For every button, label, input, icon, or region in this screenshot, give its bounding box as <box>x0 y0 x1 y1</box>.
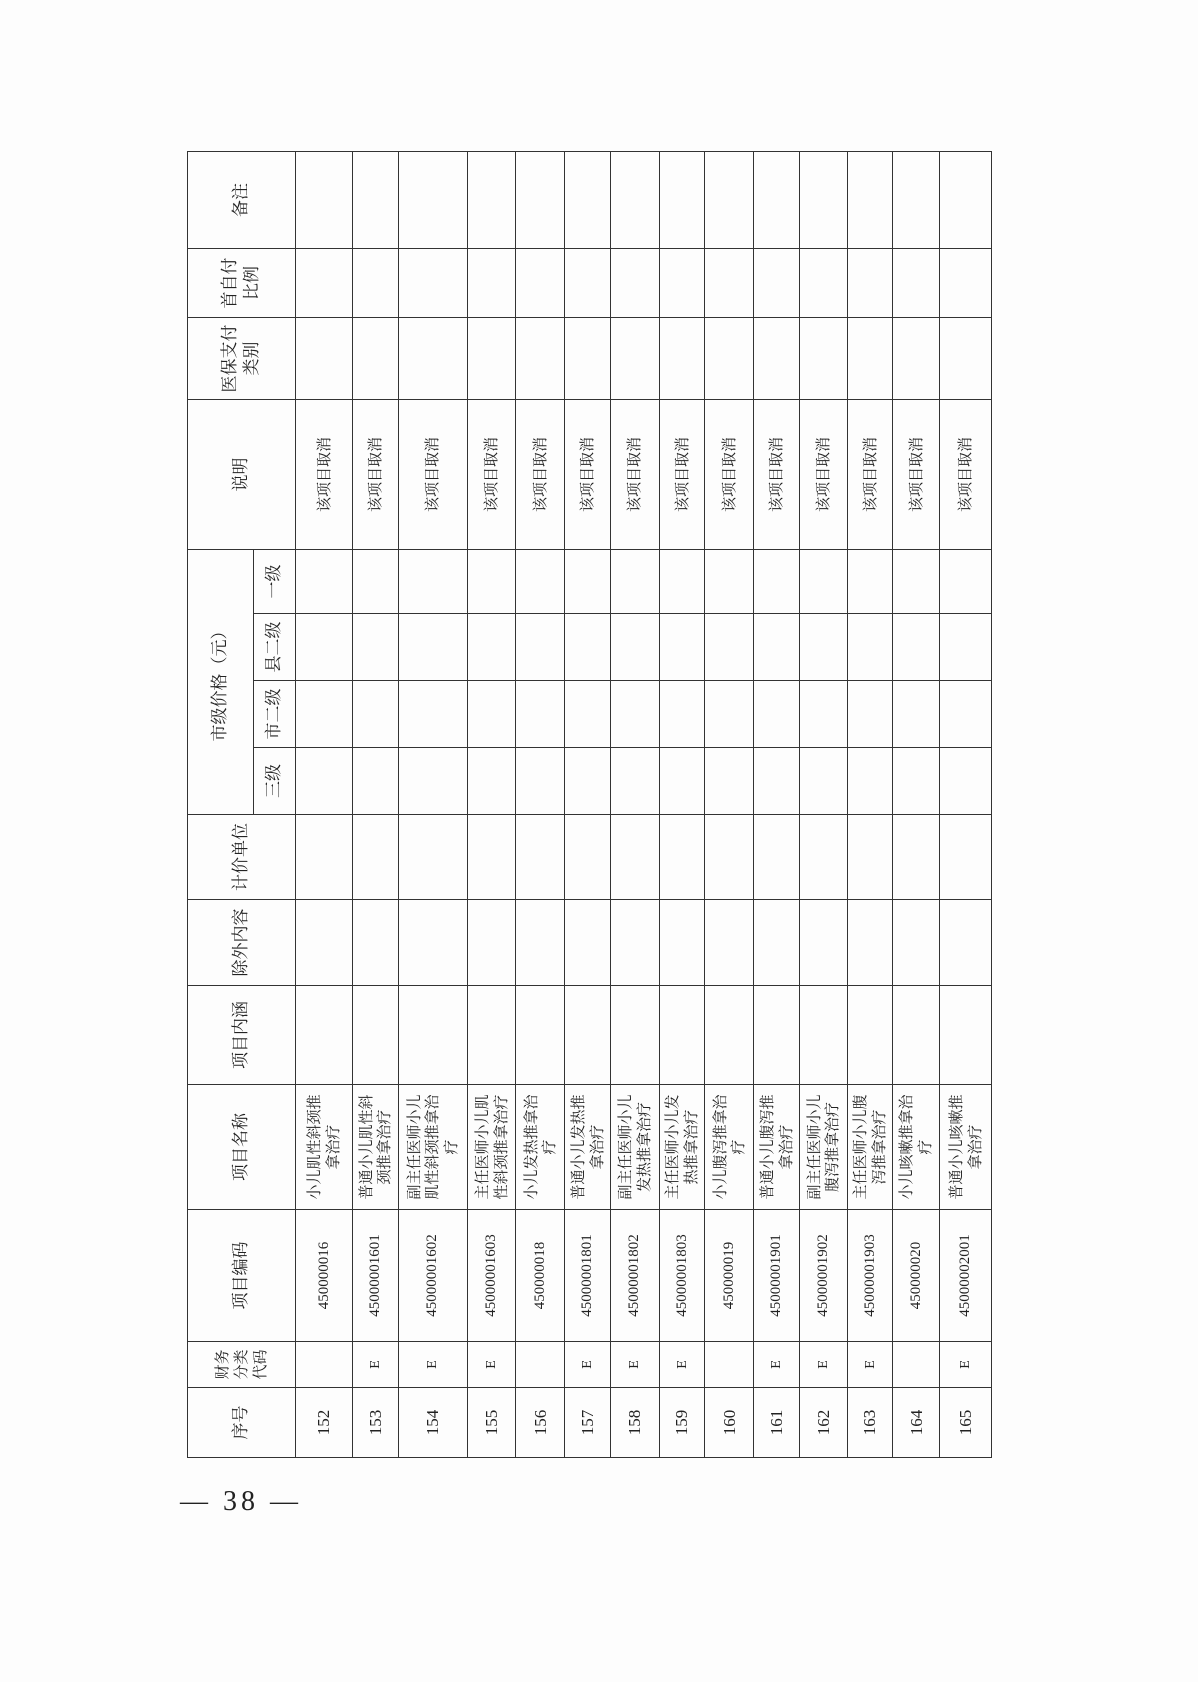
rows-category: E <box>754 1342 800 1388</box>
rows-category: E <box>398 1342 467 1388</box>
header-exclusion: 除外内容 <box>188 900 296 986</box>
rows-content <box>296 986 353 1085</box>
rows-seq: 155 <box>467 1388 516 1458</box>
rows-description: 该项目取消 <box>467 400 516 550</box>
table-row <box>754 152 800 1458</box>
rows-exclusion <box>467 900 516 986</box>
rows-remarks <box>659 152 705 249</box>
rows-price-1 <box>659 550 705 614</box>
rows-name: 普通小儿肌性斜颈推拿治疗 <box>352 1085 398 1210</box>
rows-price-county2 <box>352 614 398 681</box>
rows-exclusion <box>352 900 398 986</box>
rows-price-3 <box>398 748 467 815</box>
rows-unit <box>754 815 800 900</box>
rows-code: 45000001901 <box>754 1210 800 1342</box>
rows-description: 该项目取消 <box>847 400 893 550</box>
rows-price-county2 <box>610 614 659 681</box>
rows-unit <box>893 815 940 900</box>
rows-name: 副主任医师小儿腹泻推拿治疗 <box>799 1085 847 1210</box>
rows-insurance <box>398 318 467 400</box>
rows-name: 小儿咳嗽推拿治疗 <box>893 1085 940 1210</box>
rows-description: 该项目取消 <box>296 400 353 550</box>
rows-exclusion <box>398 900 467 986</box>
header-self-pay: 首自付比例 <box>188 249 296 318</box>
rows-content <box>940 986 992 1085</box>
header-price-level-county2: 县二级 <box>254 614 296 681</box>
header-content: 项目内涵 <box>188 986 296 1085</box>
header-code: 项目编码 <box>188 1210 296 1342</box>
rows-price-3 <box>659 748 705 815</box>
rows-insurance <box>847 318 893 400</box>
rows-self-pay <box>893 249 940 318</box>
rows-insurance <box>940 318 992 400</box>
rows-remarks <box>799 152 847 249</box>
rows-price-county2 <box>516 614 565 681</box>
table-row <box>296 152 353 1458</box>
rows-price-3 <box>296 748 353 815</box>
rows-seq: 165 <box>940 1388 992 1458</box>
rows-content <box>610 986 659 1085</box>
rows-description: 该项目取消 <box>516 400 565 550</box>
rows-code: 450000020 <box>893 1210 940 1342</box>
table-row <box>610 152 659 1458</box>
rows-insurance <box>516 318 565 400</box>
rows-price-1 <box>516 550 565 614</box>
rows-price-1 <box>352 550 398 614</box>
rows-insurance <box>565 318 611 400</box>
rows-exclusion <box>659 900 705 986</box>
rows-code: 45000001802 <box>610 1210 659 1342</box>
header-name: 项目名称 <box>188 1085 296 1210</box>
rows-unit <box>516 815 565 900</box>
rows-price-county2 <box>847 614 893 681</box>
table-row <box>467 152 516 1458</box>
rows-price-city2 <box>659 681 705 748</box>
rows-seq: 152 <box>296 1388 353 1458</box>
rows-price-3 <box>467 748 516 815</box>
rows-name: 主任医师小儿肌性斜颈推拿治疗 <box>467 1085 516 1210</box>
rows-insurance <box>467 318 516 400</box>
rows-description: 该项目取消 <box>754 400 800 550</box>
rows-unit <box>565 815 611 900</box>
rows-price-city2 <box>893 681 940 748</box>
rows-insurance <box>296 318 353 400</box>
rows-price-county2 <box>467 614 516 681</box>
header-insurance: 医保支付类别 <box>188 318 296 400</box>
table-row <box>398 152 467 1458</box>
header-price-level-1: 一级 <box>254 550 296 614</box>
page-number: — 38 — <box>180 1486 302 1517</box>
rows-price-county2 <box>754 614 800 681</box>
rows-remarks <box>565 152 611 249</box>
rows-exclusion <box>893 900 940 986</box>
rows-insurance <box>705 318 754 400</box>
rows-price-3 <box>565 748 611 815</box>
rows-content <box>398 986 467 1085</box>
rows-category: E <box>847 1342 893 1388</box>
rows-self-pay <box>296 249 353 318</box>
rows-unit <box>940 815 992 900</box>
rows-seq: 159 <box>659 1388 705 1458</box>
table-row <box>565 152 611 1458</box>
rows-self-pay <box>940 249 992 318</box>
rows-price-county2 <box>940 614 992 681</box>
table-row <box>893 152 940 1458</box>
rows-remarks <box>352 152 398 249</box>
rows-category <box>516 1342 565 1388</box>
rows-category <box>705 1342 754 1388</box>
rows-exclusion <box>940 900 992 986</box>
table-row <box>705 152 754 1458</box>
header-category: 财务分类代码 <box>188 1342 296 1388</box>
rows-remarks <box>467 152 516 249</box>
rows-description: 该项目取消 <box>610 400 659 550</box>
rows-price-county2 <box>398 614 467 681</box>
rows-insurance <box>799 318 847 400</box>
rows-category: E <box>467 1342 516 1388</box>
rows-category <box>893 1342 940 1388</box>
table-row <box>799 152 847 1458</box>
rows-price-city2 <box>940 681 992 748</box>
rows-description: 该项目取消 <box>565 400 611 550</box>
rows-remarks <box>398 152 467 249</box>
rows-description: 该项目取消 <box>799 400 847 550</box>
rows-price-3 <box>352 748 398 815</box>
rows-description: 该项目取消 <box>352 400 398 550</box>
rows-remarks <box>847 152 893 249</box>
rows-price-city2 <box>847 681 893 748</box>
rows-self-pay <box>467 249 516 318</box>
rows-self-pay <box>610 249 659 318</box>
rows-category: E <box>610 1342 659 1388</box>
rows-price-county2 <box>705 614 754 681</box>
rows-seq: 154 <box>398 1388 467 1458</box>
rows-exclusion <box>705 900 754 986</box>
header-price-level-city2: 市二级 <box>254 681 296 748</box>
rows-description: 该项目取消 <box>893 400 940 550</box>
rows-price-1 <box>940 550 992 614</box>
rows-self-pay <box>799 249 847 318</box>
rows-description: 该项目取消 <box>659 400 705 550</box>
rows-category: E <box>799 1342 847 1388</box>
rows-remarks <box>516 152 565 249</box>
rows-seq: 153 <box>352 1388 398 1458</box>
rows-self-pay <box>847 249 893 318</box>
rows-code: 45000001603 <box>467 1210 516 1342</box>
rows-price-city2 <box>296 681 353 748</box>
rows-content <box>659 986 705 1085</box>
rows-price-county2 <box>565 614 611 681</box>
rows-self-pay <box>754 249 800 318</box>
rows-content <box>847 986 893 1085</box>
rows-price-3 <box>610 748 659 815</box>
rows-remarks <box>610 152 659 249</box>
rows-price-1 <box>398 550 467 614</box>
rows-code: 45000001602 <box>398 1210 467 1342</box>
rows-exclusion <box>565 900 611 986</box>
rows-price-1 <box>847 550 893 614</box>
rows-price-3 <box>516 748 565 815</box>
rows-price-3 <box>893 748 940 815</box>
rows-code: 450000016 <box>296 1210 353 1342</box>
rows-insurance <box>659 318 705 400</box>
rows-price-county2 <box>296 614 353 681</box>
header-price-level-3: 三级 <box>254 748 296 815</box>
rows-category: E <box>352 1342 398 1388</box>
rows-seq: 156 <box>516 1388 565 1458</box>
rows-price-city2 <box>799 681 847 748</box>
rows-insurance <box>352 318 398 400</box>
rows-price-1 <box>296 550 353 614</box>
rows-content <box>565 986 611 1085</box>
rows-price-3 <box>940 748 992 815</box>
rows-price-county2 <box>893 614 940 681</box>
rows-price-city2 <box>352 681 398 748</box>
rows-code: 450000019 <box>705 1210 754 1342</box>
rows-unit <box>296 815 353 900</box>
rows-content <box>799 986 847 1085</box>
table-row <box>659 152 705 1458</box>
header-price-group: 市级价格（元） <box>188 550 254 815</box>
rows-content <box>352 986 398 1085</box>
rows-price-city2 <box>398 681 467 748</box>
rows-self-pay <box>516 249 565 318</box>
rows-price-3 <box>799 748 847 815</box>
rows-remarks <box>893 152 940 249</box>
rows-price-1 <box>610 550 659 614</box>
rows-name: 主任医师小儿腹泻推拿治疗 <box>847 1085 893 1210</box>
rows-unit <box>659 815 705 900</box>
header-remarks: 备注 <box>188 152 296 249</box>
rows-price-3 <box>847 748 893 815</box>
rows-insurance <box>754 318 800 400</box>
table-row <box>516 152 565 1458</box>
header-seq: 序号 <box>188 1388 296 1458</box>
rows-content <box>893 986 940 1085</box>
rows-code: 45000001902 <box>799 1210 847 1342</box>
table-row <box>940 152 992 1458</box>
rows-price-city2 <box>467 681 516 748</box>
rows-price-city2 <box>516 681 565 748</box>
rows-code: 45000001601 <box>352 1210 398 1342</box>
rows-price-city2 <box>565 681 611 748</box>
rows-name: 小儿发热推拿治疗 <box>516 1085 565 1210</box>
rows-insurance <box>610 318 659 400</box>
rows-unit <box>799 815 847 900</box>
rows-name: 小儿肌性斜颈推拿治疗 <box>296 1085 353 1210</box>
rows-self-pay <box>705 249 754 318</box>
rows-price-3 <box>754 748 800 815</box>
rows-seq: 161 <box>754 1388 800 1458</box>
rows-exclusion <box>296 900 353 986</box>
rows-remarks <box>754 152 800 249</box>
rows-code: 45000001903 <box>847 1210 893 1342</box>
rows-price-1 <box>799 550 847 614</box>
rows-price-1 <box>705 550 754 614</box>
rows-seq: 160 <box>705 1388 754 1458</box>
header-description: 说明 <box>188 400 296 550</box>
rows-content <box>467 986 516 1085</box>
rows-exclusion <box>754 900 800 986</box>
rows-price-city2 <box>705 681 754 748</box>
rows-description: 该项目取消 <box>398 400 467 550</box>
rows-self-pay <box>352 249 398 318</box>
rows-price-city2 <box>754 681 800 748</box>
rows-name: 主任医师小儿发热推拿治疗 <box>659 1085 705 1210</box>
rows-price-1 <box>467 550 516 614</box>
rows-code: 450000018 <box>516 1210 565 1342</box>
rows-category <box>296 1342 353 1388</box>
rows-unit <box>705 815 754 900</box>
rows-seq: 164 <box>893 1388 940 1458</box>
rows-name: 普通小儿发热推拿治疗 <box>565 1085 611 1210</box>
header-unit: 计价单位 <box>188 815 296 900</box>
rows-content <box>754 986 800 1085</box>
rows-content <box>516 986 565 1085</box>
rows-code: 45000002001 <box>940 1210 992 1342</box>
rows-remarks <box>940 152 992 249</box>
rows-description: 该项目取消 <box>705 400 754 550</box>
rows-name: 副主任医师小儿肌性斜颈推拿治疗 <box>398 1085 467 1210</box>
rows-description: 该项目取消 <box>940 400 992 550</box>
rows-price-county2 <box>659 614 705 681</box>
rows-unit <box>398 815 467 900</box>
rows-name: 副主任医师小儿发热推拿治疗 <box>610 1085 659 1210</box>
rows-exclusion <box>847 900 893 986</box>
rows-seq: 157 <box>565 1388 611 1458</box>
rows-price-county2 <box>799 614 847 681</box>
rows-self-pay <box>565 249 611 318</box>
rows-price-1 <box>893 550 940 614</box>
rows-name: 普通小儿咳嗽推拿治疗 <box>940 1085 992 1210</box>
rows-price-1 <box>565 550 611 614</box>
price-table <box>187 151 992 1458</box>
rows-code: 45000001803 <box>659 1210 705 1342</box>
rows-unit <box>847 815 893 900</box>
rows-exclusion <box>799 900 847 986</box>
rows-content <box>705 986 754 1085</box>
rows-self-pay <box>398 249 467 318</box>
rows-seq: 158 <box>610 1388 659 1458</box>
rows-price-1 <box>754 550 800 614</box>
rows-insurance <box>893 318 940 400</box>
rows-price-city2 <box>610 681 659 748</box>
rows-unit <box>467 815 516 900</box>
table-row <box>352 152 398 1458</box>
rows-remarks <box>705 152 754 249</box>
rows-category: E <box>659 1342 705 1388</box>
rows-exclusion <box>516 900 565 986</box>
rotated-table-wrapper <box>187 183 992 1458</box>
rows-name: 小儿腹泻推拿治疗 <box>705 1085 754 1210</box>
table-body <box>296 152 992 1458</box>
rows-seq: 162 <box>799 1388 847 1458</box>
rows-exclusion <box>610 900 659 986</box>
rows-code: 45000001801 <box>565 1210 611 1342</box>
rows-unit <box>352 815 398 900</box>
rows-category: E <box>940 1342 992 1388</box>
rows-name: 普通小儿腹泻推拿治疗 <box>754 1085 800 1210</box>
rows-self-pay <box>659 249 705 318</box>
rows-price-3 <box>705 748 754 815</box>
rows-unit <box>610 815 659 900</box>
rows-seq: 163 <box>847 1388 893 1458</box>
table-row <box>847 152 893 1458</box>
rows-remarks <box>296 152 353 249</box>
rows-category: E <box>565 1342 611 1388</box>
